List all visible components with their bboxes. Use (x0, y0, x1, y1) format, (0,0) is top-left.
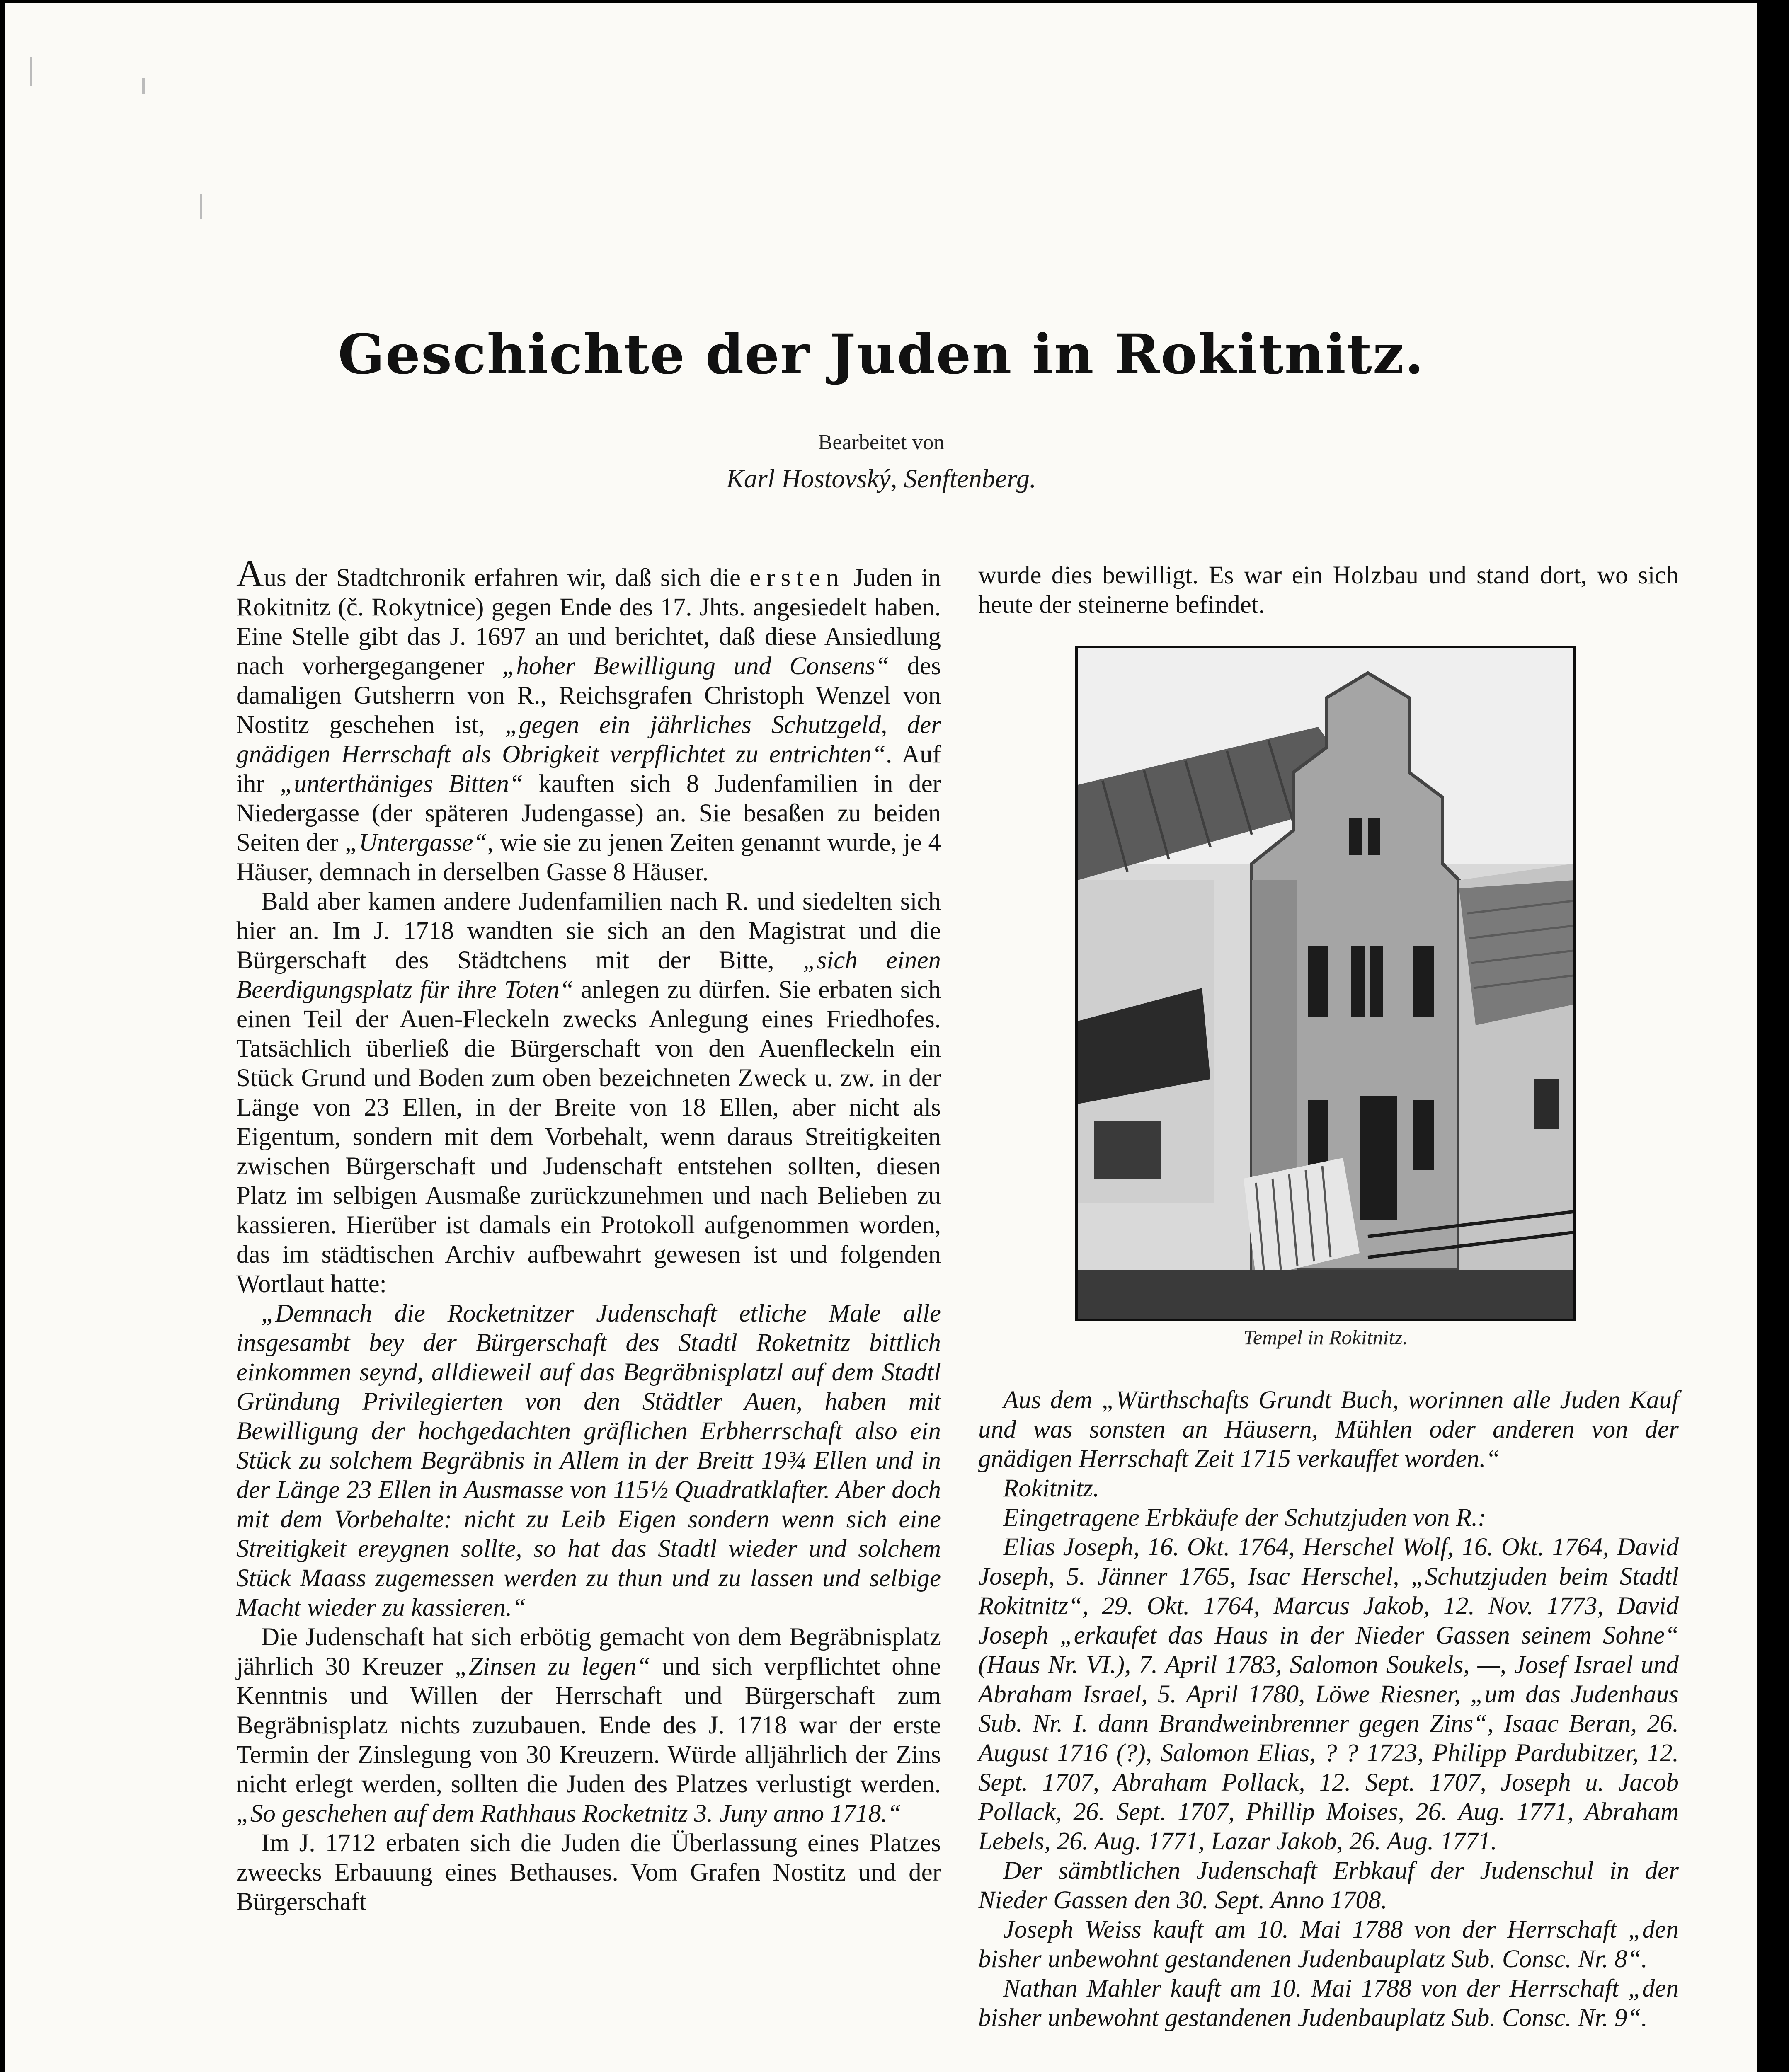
scan-speck (200, 194, 202, 219)
paragraph-1: Aus der Stadtchronik erfahren wir, daß sich die ersten Juden in Rokitnitz (č. Rokytnice) gegen Ende des 17. Jhts. angesiedelt haben. Eine Stelle gibt das J. 1697 an und berichtet, daß diese Ansiedlung nach vorhergegangener „hoher Bewilligung und Consens“ des damaligen Gutsherrn von R., Reichsgrafen Christoph Wenzel von Nostitz geschehen ist, „gegen ein jährliches Schutzgeld, der gnädigen Herrschaft als Obrigkeit verpflichtet zu entrichten“. Auf ihr „unterthäniges Bitten“ kauften sich 8 Judenfamilien in der Niedergasse (der späteren Judengasse) an. Sie besaßen zu beiden Seiten der „Untergasse“, wie sie zu jenen Zeiten genannt wurde, je 4 Häuser, demnach in derselben Gasse 8 Häuser. (236, 552, 941, 886)
paragraph-2: Bald aber kamen andere Judenfamilien nach R. und siedelten sich hier an. Im J. 1718 wandten sie sich an den Magistrat und die Bürgerschaft des Städtchens mit der Bitte, „sich einen Beerdigungsplatz für ihre Toten“ anlegen zu dürfen. Sie erbaten sich einen Teil der Auen-Fleckeln zwecks Anlegung eines Friedhofes. Tatsächlich überließ die Bürgerschaft von den Auenfleckeln ein Stück Grund und Boden zum oben bezeichneten Zweck u. zw. in der Länge von 23 Ellen, in der Breite von 18 Ellen, aber nicht als Eigentum, sondern mit dem Vorbehalt, wenn daraus Streitigkeiten zwischen Bürgerschaft und Judenschaft entstehen sollten, diesen Platz im selbigen Ausmaße zurückzunehmen und nach Belieben zu kassieren. Hierüber ist damals ein Protokoll aufgenommen worden, das im städtischen Archiv aufbewahrt gewesen ist und folgenden Wortlaut hatte: (236, 888, 941, 1298)
entry-synagogue: Der sämbtlichen Judenschaft Erbkauf der Judenschul in der Nieder Gassen den 30. Sept. Anno 1708. (978, 1857, 1679, 1914)
continuation-text: wurde dies bewilligt. Es war ein Holzbau und stand dort, wo sich heute der steinerne befindet. (978, 562, 1679, 619)
temple-photo-drawing (1078, 648, 1573, 1319)
author: Karl Hostovský, Senftenberg. (726, 464, 1036, 493)
spaced-word: ersten (749, 564, 845, 592)
archive-quote: „Demnach die Rocketnitzer Judenschaft etliche Male alle insgesambt bey der Bürgerschaft des Stadtl Roketnitz bittlich einkommen seynd, alldieweil auf das Begräbnisplatzl auf dem Stadtl Gründung Privilegierten von den Städtler Auen, haben mit Bewilligung der hochgedachten gräflichen Erbherrschaft also ein Stück zu solchem Begräbnis in Allem in der Breitt 19¾ Ellen und in der Länge 23 Ellen in Ausmasse von 115½ Quadratklafter. Aber doch mit dem Vorbehalte: nicht zu Leib Eigen sondern wenn sich eine Streitigkeit ereygnen sollte, so hat das Stadtl wieder und solchem Stück Maass zugemessen werden zu thun und zu lassen und selbige Macht wieder zu kassieren.“ (236, 1300, 941, 1622)
scan-speck (142, 78, 145, 94)
article-title: Geschichte der Juden in Rokitnitz. (338, 322, 1425, 387)
drop-cap: A (236, 552, 264, 594)
photo-caption: Tempel in Rokitnitz. (1243, 1326, 1408, 1349)
page (5, 3, 1757, 2072)
left-column (236, 552, 941, 1917)
list-heading: Eingetragene Erbkäufe der Schutzjuden von R.: (1003, 1504, 1486, 1532)
scan-speck (30, 57, 32, 86)
entry-joseph-weiss: Joseph Weiss kauft am 10. Mai 1788 von der Herrschaft „den bisher unbewohnt gestandenen Judenbauplatz Sub. Consc. Nr. 8“. (978, 1916, 1679, 1973)
entry-nathan-mahler: Nathan Mahler kauft am 10. Mai 1788 von der Herrschaft „den bisher unbewohnt gestandenen Judenbauplatz Sub. Consc. Nr. 9“. (978, 1975, 1679, 2032)
paragraph-3: Die Judenschaft hat sich erbötig gemacht von dem Begräbnisplatz jährlich 30 Kreuzer „Zinsen zu legen“ und sich verpflichtet ohne Kenntnis und Willen der Herrschaft und Bürgerschaft zum Begräbnisplatz nichts zuzubauen. Ende des J. 1718 war der erste Termin der Zinslegung von 30 Kreuzern. Würde alljährlich der Zins nicht erlegt werden, sollten die Juden des Platzes verlustigt werden. „So geschehen auf dem Rathhaus Rocketnitz 3. Juny anno 1718.“ (236, 1623, 941, 1828)
paragraph-4: Im J. 1712 erbaten sich die Juden die Überlassung eines Platzes zweecks Erbauung eines Bethauses. Vom Grafen Nostitz und der Bürgerschaft (236, 1829, 941, 1916)
temple-photo (1075, 646, 1576, 1321)
purchase-list: Elias Joseph, 16. Okt. 1764, Herschel Wolf, 16. Okt. 1764, David Joseph, 5. Jänner 1765, Isac Herschel, „Schutzjuden beim Stadtl Rokitnitz“, 29. Okt. 1764, Marcus Jakob, 12. Nov. 1773, David Joseph „erkaufet das Haus in der Nieder Gassen seinem Sohne“ (Haus Nr. VI.), 7. April 1783, Salomon Soukels, —, Josef Israel und Abraham Israel, 5. April 1780, Löwe Riesner, „um das Judenhaus Sub. Nr. I. dann Brandweinbrenner gegen Zins“, Isaac Beran, 26. August 1716 (?), Salomon Elias, ? ? 1723, Philipp Pardubitzer, 12. Sept. 1707, Abraham Pollack, 12. Sept. 1707, Joseph u. Jacob Pollack, 26. Sept. 1707, Phillip Moises, 26. Aug. 1771, Abraham Lebels, 26. Aug. 1771, Lazar Jakob, 26. Aug. 1771. (978, 1533, 1679, 1855)
right-column-top (978, 561, 1679, 620)
byline: Bearbeitet von (818, 431, 945, 454)
source-title: Aus dem „Würthschafts Grundt Buch, worinnen alle Juden Kauf und was sonsten an Häusern, Mühlen oder anderen von der gnädigen Herrschaft Zeit 1715 verkauffet worden.“ (978, 1386, 1679, 1473)
right-column-bottom (978, 1385, 1679, 2033)
place-heading: Rokitnitz. (1003, 1474, 1100, 1502)
